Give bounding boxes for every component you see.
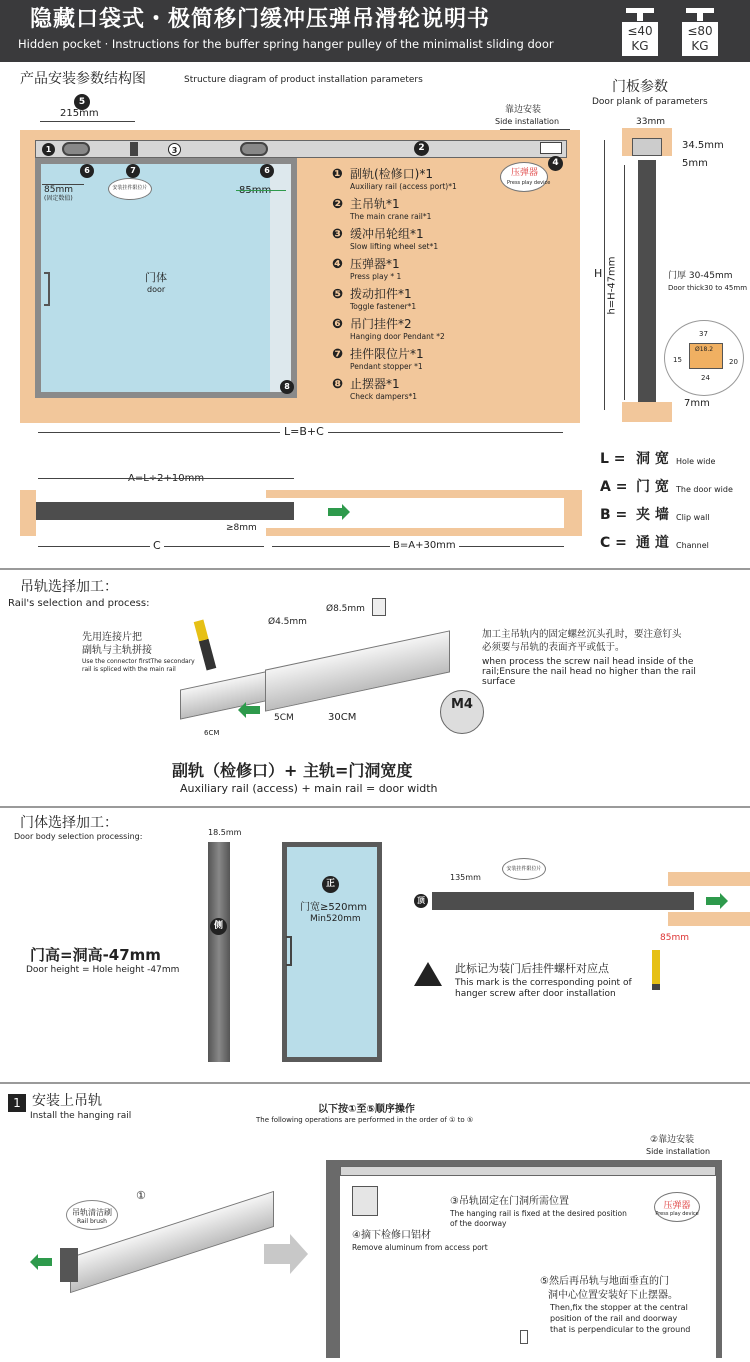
- part-8-num: ❽: [332, 377, 344, 392]
- install-s3-en1: The hanging rail is fixed at the desired position: [450, 1209, 627, 1218]
- plank-title-cn: 门板参数: [612, 79, 668, 95]
- part-4-num: ❹: [332, 257, 344, 272]
- part-6-en: Hanging door Pendant *2: [350, 332, 445, 341]
- screwdriver-icon: [194, 620, 217, 671]
- rail-cm5: 5CM: [274, 713, 294, 723]
- plank-n15: 15: [673, 356, 682, 364]
- badge-5: 5: [74, 94, 90, 110]
- plank-d5: 5mm: [682, 158, 708, 169]
- install-s4-en: Remove aluminum from access port: [352, 1243, 488, 1252]
- badge-1: 1: [42, 143, 55, 156]
- rail-title-en: Rail's selection and process:: [8, 598, 150, 609]
- warning-icon: [414, 962, 442, 986]
- install-step-num: 1: [13, 1096, 21, 1110]
- plank-h-line: [624, 165, 625, 400]
- install-green-arrow-icon: [38, 1258, 52, 1266]
- dim-L-formula: L=B+C: [280, 426, 328, 438]
- rail-brush-icon: [60, 1248, 78, 1282]
- pencil-icon: [652, 950, 660, 990]
- B-formula: B=A+30mm: [390, 540, 459, 551]
- door-inner-panel: [270, 164, 291, 392]
- legend-C-key: C =: [600, 535, 627, 551]
- door-warn-en1: This mark is the corresponding point of: [455, 978, 632, 988]
- part-2-en: The main crane rail*1: [350, 212, 432, 221]
- fastener: [130, 142, 138, 156]
- rail-note-en1: when process the screw nail head inside of the: [482, 657, 694, 667]
- rail-formula-cn: 副轨（检修口）+ 主轨=门洞宽度: [172, 761, 413, 780]
- part-2-num: ❷: [332, 197, 344, 212]
- header-title-cn: 隐藏口袋式・极简移门缓冲压弹吊滑轮说明书: [30, 7, 491, 32]
- part-5-en: Toggle fastener*1: [350, 302, 417, 311]
- brush-en: Rail brush: [77, 1218, 107, 1225]
- part-1-num: ❶: [332, 167, 344, 182]
- structure-title-en: Structure diagram of product installation parameters: [184, 75, 423, 85]
- rail-connector-en2: rail is spliced with the main rail: [82, 666, 176, 673]
- rail-note-cn1: 加工主吊轨内的固定螺丝沉头孔时，要注意钉头: [482, 629, 682, 640]
- install-stopper-icon: [520, 1330, 528, 1344]
- part-1-cn: 副轨(检修口)*1: [350, 167, 433, 181]
- green-arrow-icon: [328, 508, 342, 516]
- install-order-cn: 以下按①至⑤顺序操作: [318, 1104, 415, 1115]
- m4-bolt-icon: [440, 690, 484, 734]
- door-top-badge: 顶: [414, 894, 428, 908]
- rail-cm30: 30CM: [328, 712, 357, 723]
- install-rail-part-icon: [352, 1186, 378, 1216]
- install-step-badge: [8, 1094, 26, 1112]
- badge-6a: 6: [80, 164, 94, 178]
- green-arrow-left-icon: [246, 706, 260, 714]
- rail-note-en2: rail;Ensure the nail head no higher than the rail: [482, 667, 696, 677]
- plank-thick-en: Door thick30 to 45mm: [668, 284, 748, 292]
- rail-formula-en: Auxiliary rail (access) + main rail = door width: [180, 782, 438, 795]
- A-line: [38, 478, 294, 479]
- legend-B-key: B =: [600, 507, 628, 523]
- dim-85-mid: 85mm: [239, 185, 272, 196]
- plank-n182: Ø18.2: [695, 346, 714, 353]
- dim-215-line: [40, 121, 135, 122]
- rail-cm6: 6CM: [204, 729, 220, 737]
- door-d185: 18.5mm: [208, 828, 242, 837]
- rail-section-divider: [0, 568, 750, 570]
- ge8mm: ≥8mm: [226, 523, 257, 533]
- door-label-cn: 门体: [145, 271, 167, 284]
- main-rail-3d: [265, 630, 450, 711]
- brush-cn: 吊轨清洁刷: [72, 1208, 112, 1217]
- door-width-en: Min520mm: [310, 914, 361, 924]
- install-s3-en2: of the doorway: [450, 1219, 507, 1228]
- main-rail: [35, 140, 567, 158]
- weight-80-icon: [682, 8, 718, 56]
- install-s5-cn2: 洞中心位置安装好下止摆器。: [548, 1290, 678, 1301]
- install-room-rail: [340, 1166, 716, 1176]
- install-s5-cn1: ⑤然后再吊轨与地面垂直的门: [540, 1276, 669, 1287]
- dim-85-left-note: (固定数值): [44, 195, 73, 202]
- door-front-handle: [286, 936, 292, 966]
- install-s4-cn: ④摘下检修口铝材: [352, 1230, 431, 1241]
- big-arrow-head-icon: [290, 1234, 308, 1274]
- press-play-cn: 压弹器: [511, 168, 539, 178]
- plank-d345: 34.5mm: [682, 140, 724, 151]
- rail-m4: M4: [451, 697, 473, 712]
- legend-C-cn: 通 道: [636, 535, 669, 551]
- door-height-cn: 门高=洞高-47mm: [30, 946, 161, 964]
- door-side-view: [208, 842, 230, 1062]
- legend-A-en: The door wide: [676, 485, 733, 494]
- part-2-cn: 主吊轨*1: [350, 197, 400, 211]
- legend-B-cn: 夹 墙: [636, 507, 669, 523]
- part-8-cn: 止摆器*1: [350, 377, 400, 391]
- screw-icon: [372, 598, 386, 616]
- stopper-small-callout: [502, 858, 546, 880]
- side-install-cn: 靠边安装: [505, 105, 542, 115]
- plank-H: H: [594, 267, 603, 280]
- press-play-en: Press play device: [507, 180, 551, 186]
- install-section-divider: [0, 1082, 750, 1084]
- part-7-num: ❼: [332, 347, 344, 362]
- weight-40-unit: KG: [631, 39, 649, 53]
- plank-d33: 33mm: [636, 117, 665, 127]
- stopper-callout: [108, 178, 152, 200]
- plan-wall-left: [20, 490, 36, 536]
- legend-L-key: L =: [600, 451, 626, 467]
- part-1-en: Auxiliary rail (access port)*1: [350, 182, 457, 191]
- badge-4: 4: [548, 156, 563, 171]
- part-3-cn: 缓冲吊轮组*1: [350, 227, 424, 241]
- part-4-cn: 压弹器*1: [350, 257, 400, 271]
- rail-title-cn: 吊轨选择加工：: [20, 579, 118, 595]
- rail-connector-en1: Use the connector firstThe secondary: [82, 658, 195, 665]
- rail-d85: Ø8.5mm: [326, 604, 365, 614]
- part-5-num: ❺: [332, 287, 344, 302]
- install-title-cn: 安装上吊轨: [32, 1093, 102, 1109]
- door-side-badge: 侧: [210, 918, 227, 935]
- A-formula: A=L÷2+10mm: [128, 473, 205, 484]
- plank-rail-section: [632, 138, 662, 156]
- header-banner: [0, 0, 750, 62]
- install-c1: ①: [136, 1189, 146, 1202]
- door-handle: [44, 272, 50, 306]
- rail-connector-cn2: 副轨与主轨拼接: [82, 645, 152, 656]
- stopper-callout-cn: 安装挂件限位片: [112, 185, 148, 191]
- install-press-callout: [654, 1192, 700, 1222]
- plank-thick-cn: 门厚 30-45mm: [668, 271, 733, 281]
- door-title-en: Door body selection processing:: [14, 832, 143, 841]
- door-title-cn: 门体选择加工：: [20, 815, 118, 831]
- part-8-en: Check dampers*1: [350, 392, 418, 401]
- badge-3: 3: [168, 143, 181, 156]
- structure-title-cn: 产品安装参数结构图: [20, 71, 146, 87]
- dim-85-left: 85mm: [44, 185, 73, 195]
- rail-connector-cn1: 先用连接片把: [82, 632, 142, 643]
- weight-80-value: ≤80: [687, 24, 713, 38]
- plank-n24: 24: [701, 374, 710, 382]
- wheel-set-left: [62, 142, 90, 156]
- press-play-device: [540, 142, 562, 154]
- legend-C-en: Channel: [676, 541, 709, 550]
- badge-6b: 6: [260, 164, 274, 178]
- dim-215: 215mm: [60, 108, 99, 119]
- door-green-arrow-icon: [706, 897, 720, 905]
- door-d85: 85mm: [660, 933, 689, 943]
- install-press-en: Press play device: [655, 1211, 699, 1217]
- header-title-en: Hidden pocket · Instructions for the buffer spring hanger pulley of the minimalist sliding door: [18, 37, 554, 51]
- legend-B-en: Clip wall: [676, 513, 710, 522]
- install-side-cn: ②靠边安装: [650, 1135, 695, 1145]
- big-arrow-icon: [264, 1244, 290, 1264]
- door-warn-cn: 此标记为装门后挂件螺杆对应点: [455, 962, 609, 975]
- install-s5-en3: that is perpendicular to the ground: [550, 1325, 691, 1334]
- install-s5-en1: Then,fix the stopper at the central: [550, 1303, 688, 1312]
- install-title-en: Install the hanging rail: [30, 1111, 132, 1121]
- side-install-en: Side installation: [495, 117, 560, 126]
- badge-2: 2: [414, 141, 429, 156]
- door-width-cn: 门宽≥520mm: [300, 902, 367, 913]
- weight-40-icon: [622, 8, 658, 56]
- plank-detail-circle: [664, 320, 744, 396]
- door-warn-en2: hanger screw after door installation: [455, 989, 616, 999]
- plank-bottom-floor: [622, 402, 672, 422]
- plank-title-en: Door plank of parameters: [592, 97, 708, 107]
- plan-wall-cavity: [266, 498, 564, 528]
- plank-door-section: [638, 160, 656, 402]
- C-label: C: [150, 540, 164, 552]
- part-3-en: Slow lifting wheel set*1: [350, 242, 439, 251]
- part-4-en: Press play * 1: [350, 272, 402, 281]
- install-s3-cn: ③吊轨固定在门洞所需位置: [450, 1196, 569, 1207]
- weight-40-value: ≤40: [627, 24, 653, 38]
- legend-L-cn: 洞 宽: [636, 451, 669, 467]
- part-7-cn: 挂件限位片*1: [350, 347, 424, 361]
- plank-n37: 37: [699, 330, 708, 338]
- rail-note-en3: surface: [482, 677, 516, 687]
- plank-h-formula: h=H-47mm: [606, 256, 618, 315]
- wheel-set-right: [240, 142, 268, 156]
- door-height-en: Door height = Hole height -47mm: [26, 965, 180, 975]
- legend-A-cn: 门 宽: [636, 479, 669, 495]
- part-7-en: Pendant stopper *1: [350, 362, 423, 371]
- install-s5-en2: position of the rail and doorway: [550, 1314, 678, 1323]
- part-3-num: ❸: [332, 227, 344, 242]
- part-6-num: ❻: [332, 317, 344, 332]
- plank-H-line: [604, 140, 605, 410]
- door-d135: 135mm: [450, 873, 481, 882]
- door-section-divider: [0, 806, 750, 808]
- door-front-badge: 正: [322, 876, 339, 893]
- door-wall-top: [668, 872, 750, 886]
- dim-85-mid-line: [236, 190, 286, 191]
- part-6-cn: 吊门挂件*2: [350, 317, 412, 331]
- rail-note-cn2: 必须要与吊轨的表面齐平或低于。: [482, 642, 625, 653]
- part-5-cn: 拨动扣件*1: [350, 287, 412, 301]
- door-label-en: door: [147, 285, 166, 294]
- plan-door-bar: [36, 502, 294, 520]
- weight-80-unit: KG: [691, 39, 709, 53]
- install-order-en: The following operations are performed in the order of ① to ⑤: [256, 1116, 474, 1124]
- door-wall-bottom: [668, 912, 750, 926]
- badge-8: 8: [280, 380, 294, 394]
- legend-A-key: A =: [600, 479, 628, 495]
- brush-callout: [66, 1200, 118, 1230]
- stopper-small-label: 安装挂件限位片: [506, 866, 542, 872]
- rail-d45: Ø4.5mm: [268, 617, 307, 627]
- install-press-cn: 压弹器: [663, 1201, 691, 1211]
- press-play-callout: [500, 162, 551, 192]
- door-top-bar: [432, 892, 694, 910]
- badge-7: 7: [126, 164, 140, 178]
- install-side-en: Side installation: [646, 1147, 711, 1156]
- plank-d7: 7mm: [684, 398, 710, 409]
- plank-n20: 20: [729, 358, 738, 366]
- legend-L-en: Hole wide: [676, 457, 716, 466]
